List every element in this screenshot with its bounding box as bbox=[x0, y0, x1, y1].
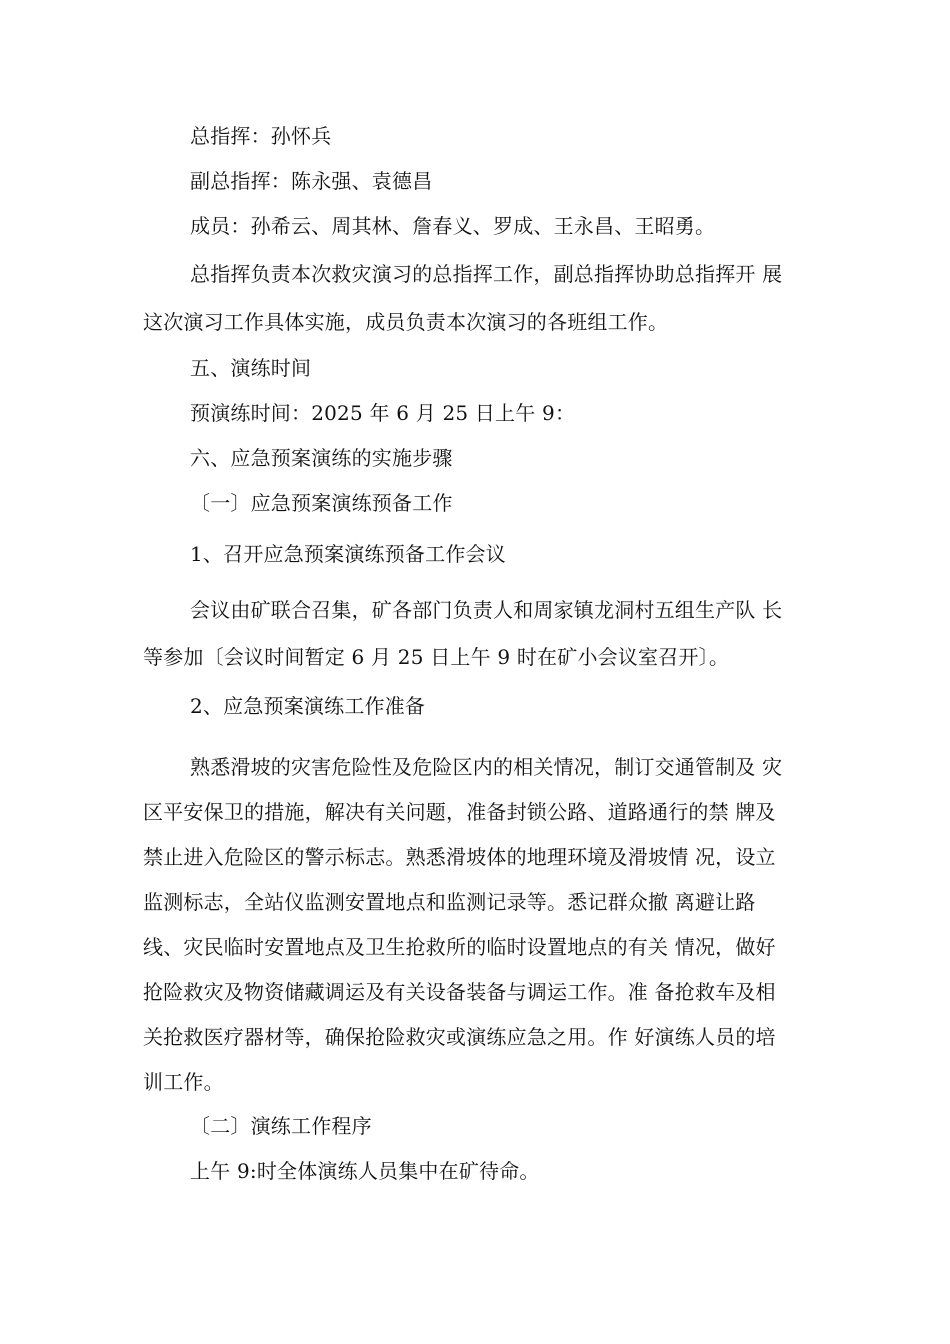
prep-paragraph-line-2: 区平安保卫的措施，解决有关问题，准备封锁公路、道路通行的禁 牌及 bbox=[143, 800, 776, 824]
drill-time-line: 预演练时间：2025 年 6 月 25 日上午 9： bbox=[190, 401, 576, 425]
sub2-heading: 〔二〕演练工作程序 bbox=[190, 1114, 372, 1138]
prep-paragraph-line-1: 熟悉滑坡的灾害危险性及危险区内的相关情况，制订交通管制及 灾 bbox=[190, 755, 783, 779]
prep-paragraph-line-3: 禁止进入危险区的警示标志。熟悉滑坡体的地理环境及滑坡情 况，设立 bbox=[143, 845, 776, 869]
item1-heading: 1、召开应急预案演练预备工作会议 bbox=[190, 542, 506, 566]
sub1-heading: 〔一〕应急预案演练预备工作 bbox=[190, 491, 453, 515]
prep-paragraph-line-7: 关抢救医疗器材等，确保抢险救灾或演练应急之用。作 好演练人员的培 bbox=[143, 1025, 776, 1049]
duty-paragraph-line-2: 这次演习工作具体实施，成员负责本次演习的各班组工作。 bbox=[143, 310, 669, 334]
meeting-paragraph-line-2: 等参加〔会议时间暂定 6 月 25 日上午 9 时在矿小会议室召开〕。 bbox=[143, 645, 730, 669]
prep-paragraph-line-5: 线、灾民临时安置地点及卫生抢救所的临时设置地点的有关 情况，做好 bbox=[143, 935, 776, 959]
item2-heading: 2、应急预案演练工作准备 bbox=[190, 694, 426, 718]
section6-heading: 六、应急预案演练的实施步骤 bbox=[190, 446, 453, 470]
prep-paragraph-line-8: 训工作。 bbox=[143, 1070, 224, 1094]
members-line: 成员：孙希云、周其林、詹春义、罗成、王永昌、王昭勇。 bbox=[190, 214, 716, 238]
prep-paragraph-line-4: 监测标志，全站仪监测安置地点和监测记录等。悉记群众撤 离避让路 bbox=[143, 890, 756, 914]
deputy-commander-line: 副总指挥：陈永强、袁德昌 bbox=[190, 169, 433, 193]
duty-paragraph-line-1: 总指挥负责本次救灾演习的总指挥工作，副总指挥协助总指挥开 展 bbox=[190, 262, 783, 286]
meeting-paragraph-line-1: 会议由矿联合召集，矿各部门负责人和周家镇龙洞村五组生产队 长 bbox=[190, 598, 783, 622]
commander-line: 总指挥：孙怀兵 bbox=[190, 124, 332, 148]
section5-heading: 五、演练时间 bbox=[190, 356, 312, 380]
assembly-line: 上午 9:时全体演练人员集中在矿待命。 bbox=[190, 1159, 540, 1183]
prep-paragraph-line-6: 抢险救灾及物资储藏调运及有关设备装备与调运工作。准 备抢救车及相 bbox=[143, 980, 776, 1004]
